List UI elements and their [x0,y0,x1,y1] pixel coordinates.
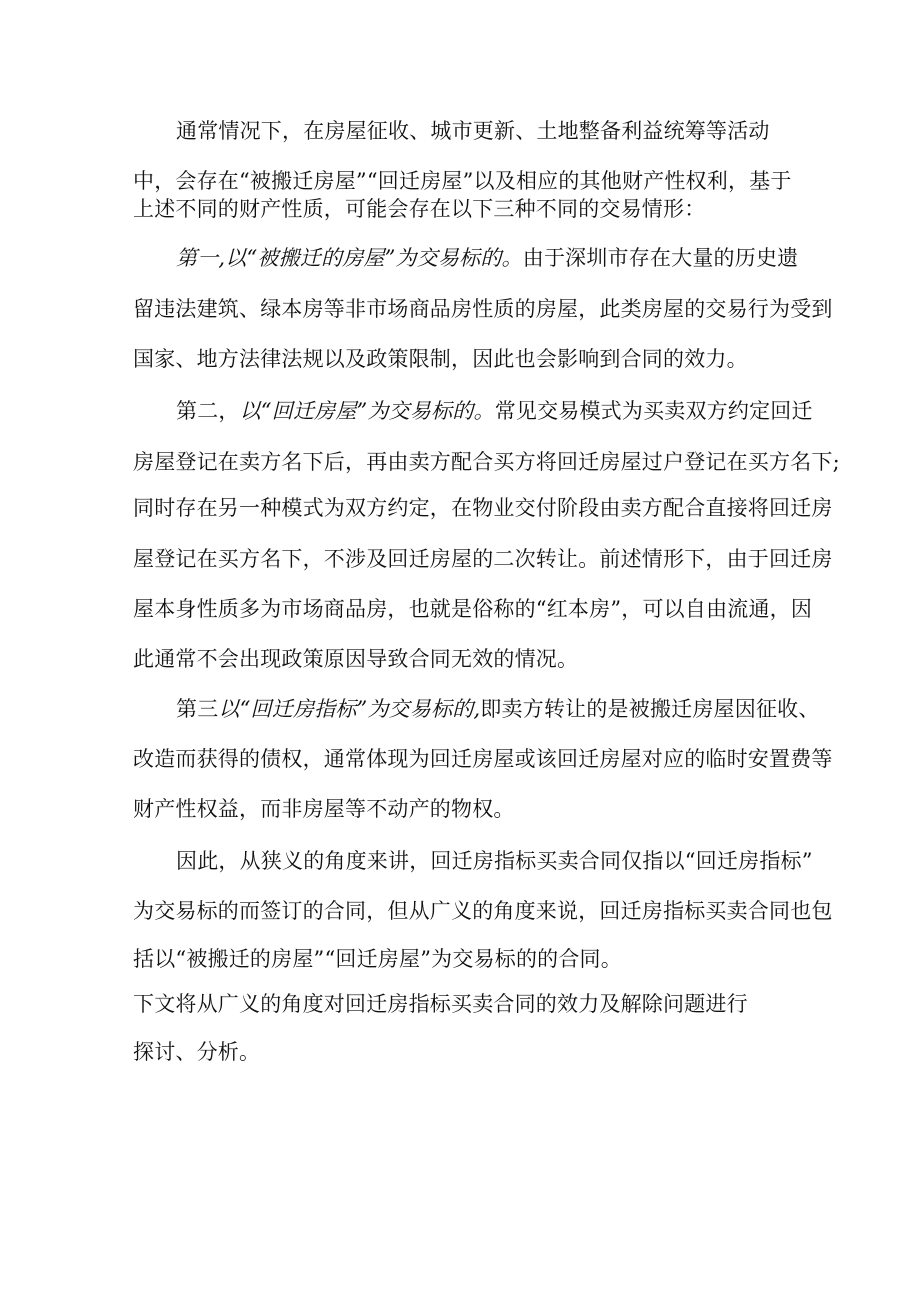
paragraph-2-line-3 [0,345,920,373]
paragraph-5-line-3 [0,945,920,973]
paragraph-3-line-3 [0,494,920,522]
paragraph-1-line-2 [0,167,920,195]
body-text: 中，会存在“被搬迁房屋”“回迁房屋”以及相应的其他财产性权利，基于 [133,169,792,193]
paragraph-3-line-2 [0,448,920,476]
body-text: 房屋登记在卖方名下后，再由卖方配合买方将回迁房屋过户登记在买方名下; [133,450,840,474]
body-text: 下文将从广义的角度对回迁房指标买卖合同的效力及解除问题进行 [133,992,748,1016]
body-text: 改造而获得的债权，通常体现为回迁房屋或该回迁房屋对应的临时安置费等 [133,747,833,771]
body-text: 财产性权益，而非房屋等不动产的物权。 [133,797,515,821]
body-text: 第二， [176,399,240,423]
paragraph-4-line-1 [0,695,920,723]
paragraph-6-line-2 [0,1038,920,1066]
body-text: 括以“被搬迁的房屋”“回迁房屋”为交易标的的合同。 [133,947,622,971]
emphasized-text: 以“回迁房指标”为交易标的, [218,697,481,721]
body-text: 国家、地方法律法规以及政策限制，因此也会影响到合同的效力。 [133,347,748,371]
body-text: 因此，从狭义的角度来讲，回迁房指标买卖合同仅指以“回迁房指标” [176,849,813,873]
paragraph-5-line-2 [0,897,920,925]
body-text: 为交易标的而签订的合同，但从广义的角度来说，回迁房指标买卖合同也包 [133,899,833,923]
paragraph-1-line-3 [0,195,920,223]
emphasized-text: 以“回迁房屋”为交易标的。 [239,399,495,423]
paragraph-2-line-2 [0,295,920,323]
body-text: 同时存在另一种模式为双方约定，在物业交付阶段由卖方配合直接将回迁房 [133,496,833,520]
paragraph-3-line-6 [0,645,920,673]
body-text: 第三 [176,697,219,721]
paragraph-4-line-3 [0,795,920,823]
paragraph-3-line-1 [0,397,920,425]
body-text: 由于深圳市存在大量的历史遗 [522,246,799,270]
paragraph-1-line-1 [0,117,920,145]
paragraph-3-line-5 [0,595,920,623]
paragraph-6-line-1 [0,990,920,1018]
body-text: 通常情况下，在房屋征收、城市更新、土地整备利益统筹等活动 [176,119,770,143]
paragraph-2-line-1 [0,244,920,272]
body-text: 探讨、分析。 [133,1040,261,1064]
body-text: 屋登记在买方名下，不涉及回迁房屋的二次转让。前述情形下，由于回迁房 [133,547,833,571]
body-text: 上述不同的财产性质，可能会存在以下三种不同的交易情形： [133,197,706,221]
body-text: 此通常不会出现政策原因导致合同无效的情况。 [133,647,579,671]
body-text: 留违法建筑、绿本房等非市场商品房性质的房屋，此类房屋的交易行为受到 [133,297,833,321]
paragraph-4-line-2 [0,745,920,773]
body-text: 即卖方转让的是被搬迁房屋因征收、 [480,697,820,721]
body-text: 常见交易模式为买卖双方约定回迁 [494,399,813,423]
body-text: 屋本身性质多为市场商品房，也就是俗称的“红本房”，可以自由流通，因 [133,597,813,621]
emphasized-text: 第一,以“被搬迁的房屋”为交易标的。 [176,246,523,270]
paragraph-5-line-1 [0,847,920,875]
paragraph-3-line-4 [0,545,920,573]
